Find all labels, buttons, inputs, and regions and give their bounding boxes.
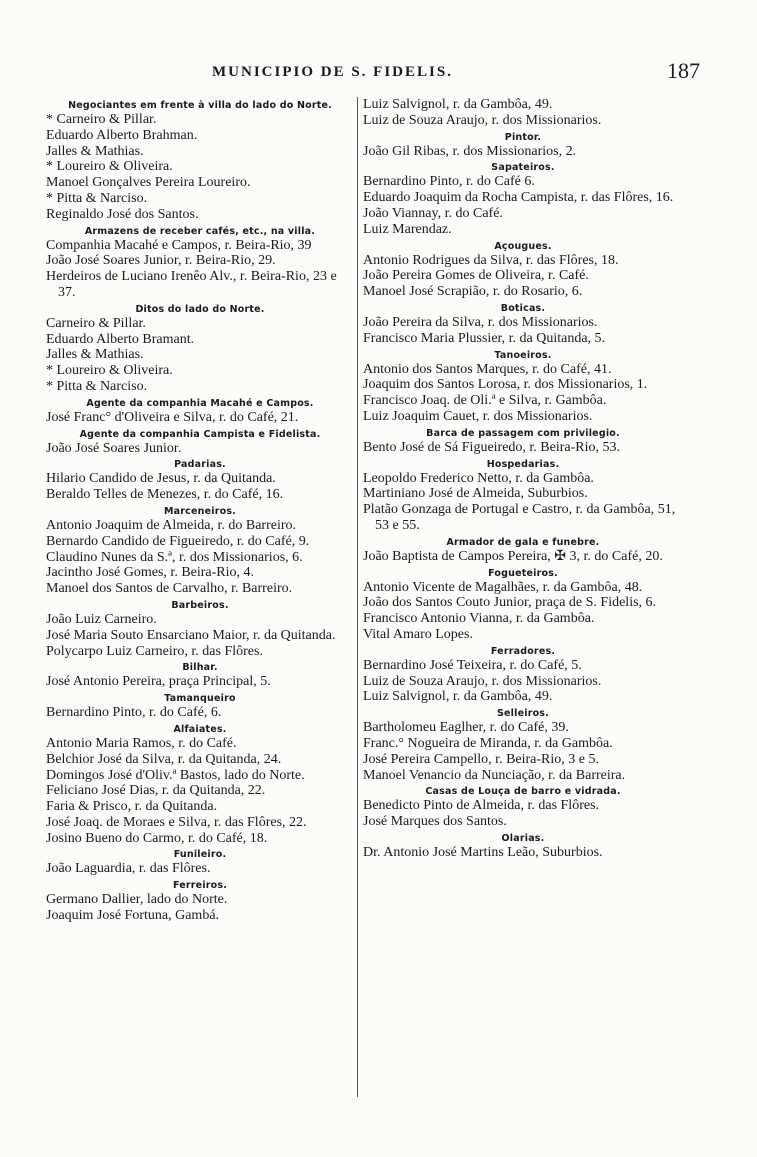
directory-entry: Claudino Nunes da S.ª, r. dos Missionarios, 6. <box>46 549 303 565</box>
directory-entry: Platão Gonzaga de Portugal e Castro, r. da Gambôa, 51, 53 e 55. <box>363 502 676 533</box>
section-heading: Funileiro. <box>173 849 227 861</box>
section-heading: Agente da companhia Macahé e Campos. <box>86 397 314 409</box>
directory-entry: José Antonio Pereira, praça Principal, 5. <box>46 674 271 690</box>
section-heading: Tamanqueiro <box>164 693 236 705</box>
directory-entry: João Luiz Carneiro. <box>46 611 157 627</box>
directory-entry: Bernardo Candido de Figueiredo, r. do Café, 9. <box>46 533 310 549</box>
section-heading: Negociantes em frente à villa do lado do Norte. <box>68 100 332 111</box>
directory-entry: Reginaldo José dos Santos. <box>46 206 199 222</box>
directory-section <box>363 129 683 160</box>
directory-section <box>363 300 683 347</box>
directory-entry: Manoel José Scrapião, r. do Rosario, 6. <box>363 284 583 300</box>
section-heading: Bilhar. <box>182 662 218 674</box>
directory-section <box>363 783 683 830</box>
directory-section <box>46 659 354 690</box>
directory-entry: Domingos José d'Oliv.ª Bastos, lado do Norte. <box>46 767 305 783</box>
directory-section <box>46 597 354 659</box>
directory-entry: * Loureiro & Oliveira. <box>46 159 173 175</box>
directory-entry: Antonio Joaquim de Almeida, r. do Barreiro. <box>46 517 297 533</box>
section-heading: Casas de Louça de barro e vidrada. <box>425 786 621 798</box>
right-column <box>363 97 683 861</box>
directory-section <box>363 534 683 565</box>
directory-entry: Antonio Maria Ramos, r. do Café. <box>46 735 237 751</box>
directory-section <box>46 223 354 301</box>
section-heading: Fogueteiros. <box>488 567 558 579</box>
directory-entry: Manoel Venancio da Nunciação, r. da Barreira. <box>363 767 626 783</box>
directory-entry: José Joaq. de Moraes e Silva, r. das Flôres, 22. <box>46 814 307 830</box>
page-title: MUNICIPIO DE S. FIDELIS. <box>212 64 453 80</box>
directory-entry: Manoel dos Santos de Carvalho, r. Barreiro. <box>46 581 293 597</box>
directory-entry: Luiz de Souza Araujo, r. dos Missionarios. <box>363 673 602 689</box>
directory-entry: Joaquim José Fortuna, Gambá. <box>46 908 220 924</box>
directory-section <box>363 347 683 425</box>
directory-section <box>46 690 354 721</box>
directory-entry: Franc.° Nogueira de Miranda, r. da Gambôa. <box>363 735 613 751</box>
section-heading: Selleiros. <box>497 708 549 720</box>
directory-section <box>363 565 683 643</box>
directory-section <box>363 643 683 705</box>
directory-entry: Jalles & Mathias. <box>46 347 144 363</box>
directory-entry: Leopoldo Frederico Netto, r. da Gambôa. <box>363 470 594 486</box>
directory-entry: João dos Santos Couto Junior, praça de S. Fidelis, 6. <box>363 595 657 611</box>
directory-entry: Bernardino Pinto, r. do Café 6. <box>363 174 535 190</box>
directory-entry: João Baptista de Campos Pereira, ✠ 3, r. do Café, 20. <box>363 548 663 564</box>
directory-entry: Companhia Macahé e Campos, r. Beira-Rio, 39 <box>46 237 312 253</box>
directory-entry: Dr. Antonio José Martins Leão, Suburbios. <box>363 844 603 860</box>
page-header <box>40 58 700 86</box>
directory-section <box>363 238 683 300</box>
directory-entry: Manoel Gonçalves Pereira Loureiro. <box>46 175 251 191</box>
directory-entry: * Carneiro & Pillar. <box>46 112 157 127</box>
section-heading: Ferradores. <box>490 645 556 657</box>
directory-entry: Eduardo Joaquim da Rocha Campista, r. das Flôres, 16. <box>363 190 674 206</box>
directory-entry: Germano Dallier, lado do Norte. <box>46 892 228 908</box>
directory-section <box>363 159 683 237</box>
directory-entry: João José Soares Junior. <box>46 440 182 456</box>
directory-entry: Francisco Antonio Vianna, r. da Gambôa. <box>363 611 595 627</box>
page-number: 187 <box>667 58 700 83</box>
section-heading: Pintor. <box>504 131 542 143</box>
directory-section <box>46 97 354 223</box>
directory-section <box>363 705 683 783</box>
section-heading: Olarias. <box>501 832 545 844</box>
directory-entry: Eduardo Alberto Brahman. <box>46 127 198 143</box>
directory-entry: Francisco Maria Plussier, r. da Quitanda, 5. <box>363 330 606 346</box>
directory-section <box>46 301 354 395</box>
directory-entry: José Pereira Campello, r. Beira-Rio, 3 e 5. <box>363 751 599 767</box>
directory-entry: Feliciano José Dias, r. da Quitanda, 22. <box>46 783 266 799</box>
directory-entry: Benedicto Pinto de Almeida, r. das Flôres. <box>363 798 600 814</box>
directory-entry: José Maria Souto Ensarciano Maior, r. da Quitanda. <box>46 627 336 643</box>
section-heading: Agente da companhia Campista e Fidelista. <box>79 428 321 440</box>
directory-entry: Antonio dos Santos Marques, r. do Café, 41. <box>363 361 612 377</box>
directory-entry: João José Soares Junior, r. Beira-Rio, 29. <box>46 253 276 269</box>
directory-entry: * Pitta & Narciso. <box>46 378 148 394</box>
directory-section <box>46 721 354 847</box>
directory-entry: João Pereira da Silva, r. dos Missionarios. <box>363 314 598 330</box>
directory-entry: Herdeiros de Luciano Irenêo Alv., r. Beira-Rio, 23 e 37. <box>46 269 337 300</box>
directory-section <box>363 830 683 861</box>
directory-entry: Bernardino Pinto, r. do Café, 6. <box>46 705 222 721</box>
section-heading: Hospedarias. <box>486 458 560 470</box>
section-heading: Sapateiros. <box>491 162 555 174</box>
directory-entry: Antonio Rodrigues da Silva, r. das Flôres, 18. <box>363 252 619 268</box>
section-heading: Ferreiros. <box>172 880 228 892</box>
directory-entry: João Gil Ribas, r. dos Missionarios, 2. <box>363 143 577 159</box>
directory-section <box>46 503 354 597</box>
directory-entry: Joaquim dos Santos Lorosa, r. dos Missionarios, 1. <box>363 377 648 393</box>
section-heading: Barca de passagem com privilegio. <box>426 427 620 439</box>
directory-entry: João Viannay, r. do Café. <box>363 205 503 221</box>
section-heading: Alfaiates. <box>173 723 227 735</box>
directory-entry: Faria & Prisco, r. da Quitanda. <box>46 799 218 815</box>
directory-entry: João Laguardia, r. das Flôres. <box>46 861 211 877</box>
directory-entry: Luiz Salvignol, r. da Gambôa, 49. <box>363 97 553 112</box>
directory-entry: Bernardino José Teixeira, r. do Café, 5. <box>363 657 582 673</box>
directory-entry: * Loureiro & Oliveira. <box>46 363 173 379</box>
directory-entry: João Pereira Gomes de Oliveira, r. Café. <box>363 268 589 284</box>
directory-entry: José Marques dos Santos. <box>363 814 507 830</box>
directory-section <box>46 456 354 503</box>
section-heading: Boticas. <box>500 302 546 314</box>
directory-entry: Luiz de Souza Araujo, r. dos Missionarios. <box>363 112 602 128</box>
directory-entry: Bento José de Sá Figueiredo, r. Beira-Rio, 53. <box>363 439 621 455</box>
directory-section <box>46 395 354 426</box>
directory-entry: Josino Bueno do Carmo, r. do Café, 18. <box>46 830 268 846</box>
directory-section <box>46 426 354 457</box>
directory-section <box>363 456 683 534</box>
directory-entry: Luiz Joaquim Cauet, r. dos Missionarios. <box>363 408 593 424</box>
directory-entry: José Franc° d'Oliveira e Silva, r. do Café, 21. <box>46 409 299 425</box>
directory-entry: Vital Amaro Lopes. <box>363 626 473 642</box>
directory-entry: Beraldo Telles de Menezes, r. do Café, 16. <box>46 487 284 503</box>
section-heading: Tanoeiros. <box>494 349 552 361</box>
directory-entry: Eduardo Alberto Bramant. <box>46 331 195 347</box>
section-heading: Armador de gala e funebre. <box>446 536 600 548</box>
column-divider <box>357 97 358 1097</box>
directory-section <box>46 877 354 924</box>
left-column <box>46 97 354 924</box>
directory-entry: Polycarpo Luiz Carneiro, r. das Flôres. <box>46 643 263 659</box>
section-heading: Ditos do lado do Norte. <box>135 303 265 315</box>
directory-entry: Carneiro & Pillar. <box>46 315 146 331</box>
directory-section <box>46 846 354 877</box>
directory-entry: Francisco Joaq. de Oli.ª e Silva, r. Gambôa. <box>363 393 607 409</box>
directory-entry: Bartholomeu Eaglher, r. do Café, 39. <box>363 720 569 736</box>
directory-entry: Belchior José da Silva, r. da Quitanda, 24. <box>46 751 282 767</box>
section-heading: Marceneiros. <box>164 505 236 517</box>
directory-entry: Luiz Marendaz. <box>363 221 452 237</box>
section-heading: Barbeiros. <box>171 599 229 611</box>
section-heading: Armazens de receber cafés, etc., na villa. <box>84 225 316 237</box>
section-heading: Padarias. <box>174 459 226 471</box>
directory-entry: Martiniano José de Almeida, Suburbios. <box>363 486 588 502</box>
directory-section <box>363 97 683 129</box>
directory-entry: Jalles & Mathias. <box>46 143 144 159</box>
directory-entry: Luiz Salvignol, r. da Gambôa, 49. <box>363 689 553 705</box>
directory-entry: * Pitta & Narciso. <box>46 190 148 206</box>
directory-entry: Jacintho José Gomes, r. Beira-Rio, 4. <box>46 565 255 581</box>
directory-entry: Antonio Vicente de Magalhães, r. da Gambôa, 48. <box>363 579 643 595</box>
directory-entry: Hilario Candido de Jesus, r. da Quitanda. <box>46 471 276 487</box>
section-heading: Açougues. <box>494 240 552 252</box>
directory-section <box>363 425 683 456</box>
